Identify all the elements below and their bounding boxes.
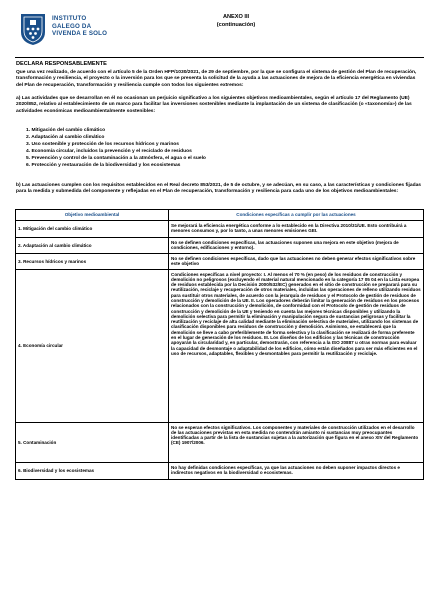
objective-cell: 1. Mitigación del cambio climático xyxy=(16,221,169,238)
conditions-cell: Condiciones específicas a nivel proyecto: I. Al menos el 70 % (en peso) de los residuos de construcción y demolición no peligrosos (excluyendo el material natural mencionado en la categoría 17 05 04 en la Lista europea de residuos establecida por la Decisión 2000/532/EC) generados en el sitio de construcción se preparará para su reutilización, reciclaje y recuperación de otros materiales, incluidas las operaciones de relleno utilizando residuos para sustituir otros materiales, de acuerdo con la jerarquía de residuos y el Protocolo de gestión de residuos de construcción y demolición de la UE. II. Los operadores deberán limitar la generación de residuos en los procesos relacionados con la construcción y demolición, de conformidad con el Protocolo de gestión de residuos de construcción y demolición de la UE y teniendo en cuenta las mejores técnicas disponibles y utilizando la demolición selectiva para permitir la eliminación y manipulación segura de sustancias peligrosas y facilitar la reutilización y reciclaje de alta calidad mediante la eliminación selectiva de materiales, utilizando los sistemas de clasificación disponibles para residuos de construcción y demolición. Asimismo, se establecerá que la demolición se lleve a cabo preferiblemente de forma selectiva y la clasificación se realizará de forma preferente en el lugar de generación de los residuos. III. Los diseños de los edificios y las técnicas de construcción apoyarán la circularidad y, en particular, demostrarán, con referencia a la ISO 20887 u otras normas para evaluar la capacidad de desmontaje o adaptabilidad de los edificios, cómo están diseñados para ser más eficientes en el uso de recursos, adaptables, flexibles y desmontables para permitir la reutilización y reciclaje. xyxy=(169,270,424,423)
org-line-3: VIVENDA E SOLO xyxy=(52,30,108,38)
annex-subtitle: (continuación) xyxy=(216,22,256,28)
list-item: 2. Adaptación al cambio climático xyxy=(26,134,105,140)
conditions-table xyxy=(15,209,424,480)
org-line-1: INSTITUTO xyxy=(52,15,87,22)
annex-title: ANEXO III xyxy=(222,14,250,20)
org-line-2: GALEGO DA xyxy=(52,22,92,30)
institution-name xyxy=(52,15,107,38)
section-heading: DECLARA RESPONSABLEMENTE xyxy=(16,61,107,67)
list-item: 6. Protección y restauración de la biodiversidad y los ecosistemas xyxy=(26,162,181,168)
paragraph-objectives-intro: a) Las actividades que se desarrollan en él no ocasionan un perjuicio significativo a los siguientes objetivos medioambientales, según el artículo 17 del Reglamento (UE) 2020/852, relativo al establecimiento de un marco para facilitar las inversiones sostenibles mediante la implantación de un sistema de clasificación (o «taxonomía») de las actividades económicas medioambientalmente sostenibles: xyxy=(16,96,412,114)
conditions-cell: No hay definidas condiciones específicas, ya que las actuaciones no deben suponer impactos directos e indirectos negativos en la biodiversidad o ecosistemas. xyxy=(169,463,424,480)
table-row xyxy=(16,423,424,463)
institution-logo xyxy=(18,12,168,46)
objective-cell: 2. Adaptación al cambio climático xyxy=(16,238,169,254)
objective-cell: 6. Biodiversidad y los ecosistemas xyxy=(16,463,169,480)
galicia-emblem-icon xyxy=(18,12,48,46)
column-header-conditions: Condiciones específicas a cumplir por las actuaciones xyxy=(169,210,424,221)
list-item: 1. Mitigación del cambio climático xyxy=(26,128,106,133)
paragraph-conditions-intro: b) Las actuaciones cumplen con los requisitos establecidos en el Real decreto 853/2021, de 5 de octubre, y se adecúan, en su caso, a las características y condiciones fijadas para la medida y submedida del componente y reflejadas en el Plan de recuperación, transformación y resiliencia para cada uno de los objetivos medioambientales: xyxy=(16,183,422,195)
objective-cell: 3. Recursos hídricos y marinos xyxy=(16,254,169,270)
table-row xyxy=(16,254,424,270)
objective-cell: 5. Contaminación xyxy=(16,423,169,463)
list-item: 5. Prevención y control de la contaminación a la atmósfera, el agua o el suelo xyxy=(26,155,206,161)
objectives-list xyxy=(26,128,206,169)
table-row xyxy=(16,238,424,254)
conditions-cell: No se definen condiciones específicas, las actuaciones suponen una mejora en este objetivo (mejora de condiciones, edificaciones y entorno). xyxy=(169,238,424,254)
list-item: 3. Uso sostenible y protección de los recursos hídricos y marinos xyxy=(26,141,180,147)
table-header-row xyxy=(16,210,424,221)
list-item: 4. Economía circular, incluidos la prevención y el reciclado de residuos xyxy=(26,148,192,154)
table-row xyxy=(16,270,424,423)
table-row xyxy=(16,221,424,238)
table-row xyxy=(16,463,424,480)
objective-cell: 4. Economía circular xyxy=(16,270,169,423)
conditions-cell: Se mejorará la eficiencia energética conforme a lo establecido en la Directiva 2010/31/UE. Esto contribuirá a menores consumos y, por lo tanto, a unas menores emisiones GEI. xyxy=(169,221,424,238)
column-header-objective: Objetivo medioambiental xyxy=(16,210,169,221)
conditions-cell: No se definen condiciones específicas, dado que las actuaciones no deben generar efectos significativos sobre este objetivo xyxy=(169,254,424,270)
conditions-cell: No se esperan efectos significativos. Los componentes y materiales de construcción utilizados en el desarrollo de las actuaciones previstas en esta medida no contendrán amianto ni sustancias muy preocupantes identificadas a partir de la lista de sustancias sujetas a la autorización que figura en el anexo XIV del Reglamento (CE) 1907/2006. xyxy=(169,423,424,463)
paragraph-intro: Que una vez realizado, de acuerdo con el artículo 5 de la Orden HFP/1030/2021, de 29 de septiembre, por la que se configura el sistema de gestión del Plan de recuperación, transformación y resiliencia, el proyecto o la inversión para los que se presenta la solicitud de la ayuda a las actuaciones de mejora de la eficiencia energética en viviendas del Plan de recuperación, transformación y resiliencia cumple con todos los siguientes extremos: xyxy=(16,70,417,88)
divider xyxy=(15,57,424,58)
